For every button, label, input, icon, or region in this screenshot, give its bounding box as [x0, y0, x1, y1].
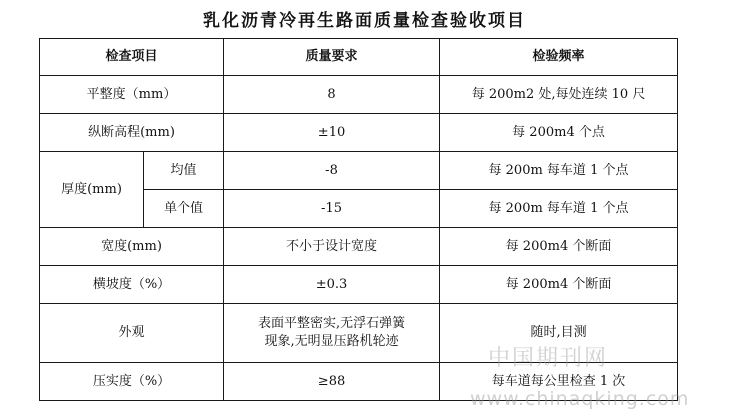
frequency-cell: 每 200m4 个点: [440, 114, 678, 152]
requirement-line: 表面平整密实,无浮石弹簧: [257, 316, 406, 331]
watermark-url: www.chinaqking.com: [470, 388, 690, 410]
table-row: [40, 228, 678, 266]
subitem-cell: 均值: [144, 152, 224, 190]
document-title: 乳化沥青冷再生路面质量检查验收项目: [203, 11, 526, 31]
table-row: [40, 76, 678, 114]
requirement-cell: ≥88: [224, 363, 440, 401]
item-cell: 厚度(mm): [40, 152, 144, 228]
requirement-cell: -8: [224, 152, 440, 190]
table-row: [40, 363, 678, 401]
item-cell: 外观: [40, 304, 224, 363]
frequency-cell: 每 200m4 个断面: [440, 266, 678, 304]
frequency-cell: 每 200m2 处,每处连续 10 尺: [440, 76, 678, 114]
header-requirement: 质量要求: [224, 39, 440, 76]
requirement-cell: ±0.3: [224, 266, 440, 304]
requirement-cell: 不小于设计宽度: [224, 228, 440, 266]
header-frequency: 检验频率: [440, 39, 678, 76]
watermark-site-name: 中国期刊网: [488, 346, 609, 371]
requirement-cell: -15: [224, 190, 440, 228]
item-cell: 宽度(mm): [40, 228, 224, 266]
frequency-cell: 每 200m 每车道 1 个点: [440, 152, 678, 190]
item-cell: 纵断高程(mm): [40, 114, 224, 152]
header-item: 检查项目: [40, 39, 224, 76]
table-row: [40, 304, 678, 363]
frequency-cell: 随时,目测: [440, 304, 678, 363]
frequency-cell: 每 200m4 个断面: [440, 228, 678, 266]
item-cell: 压实度（%）: [40, 363, 224, 401]
item-cell: 平整度（mm）: [40, 76, 224, 114]
header-row: [40, 39, 678, 76]
inspection-table: [39, 38, 678, 401]
frequency-cell: 每车道每公里检查 1 次: [440, 363, 678, 401]
item-cell: 横坡度（%）: [40, 266, 224, 304]
requirement-cell: ±10: [224, 114, 440, 152]
subitem-cell: 单个值: [144, 190, 224, 228]
requirement-cell: [224, 304, 440, 363]
requirement-line: 现象,无明显压路机轮迹: [264, 334, 399, 349]
table-row: [40, 152, 678, 190]
table-row: [40, 266, 678, 304]
frequency-cell: 每 200m 每车道 1 个点: [440, 190, 678, 228]
requirement-cell: 8: [224, 76, 440, 114]
table-row: [40, 114, 678, 152]
